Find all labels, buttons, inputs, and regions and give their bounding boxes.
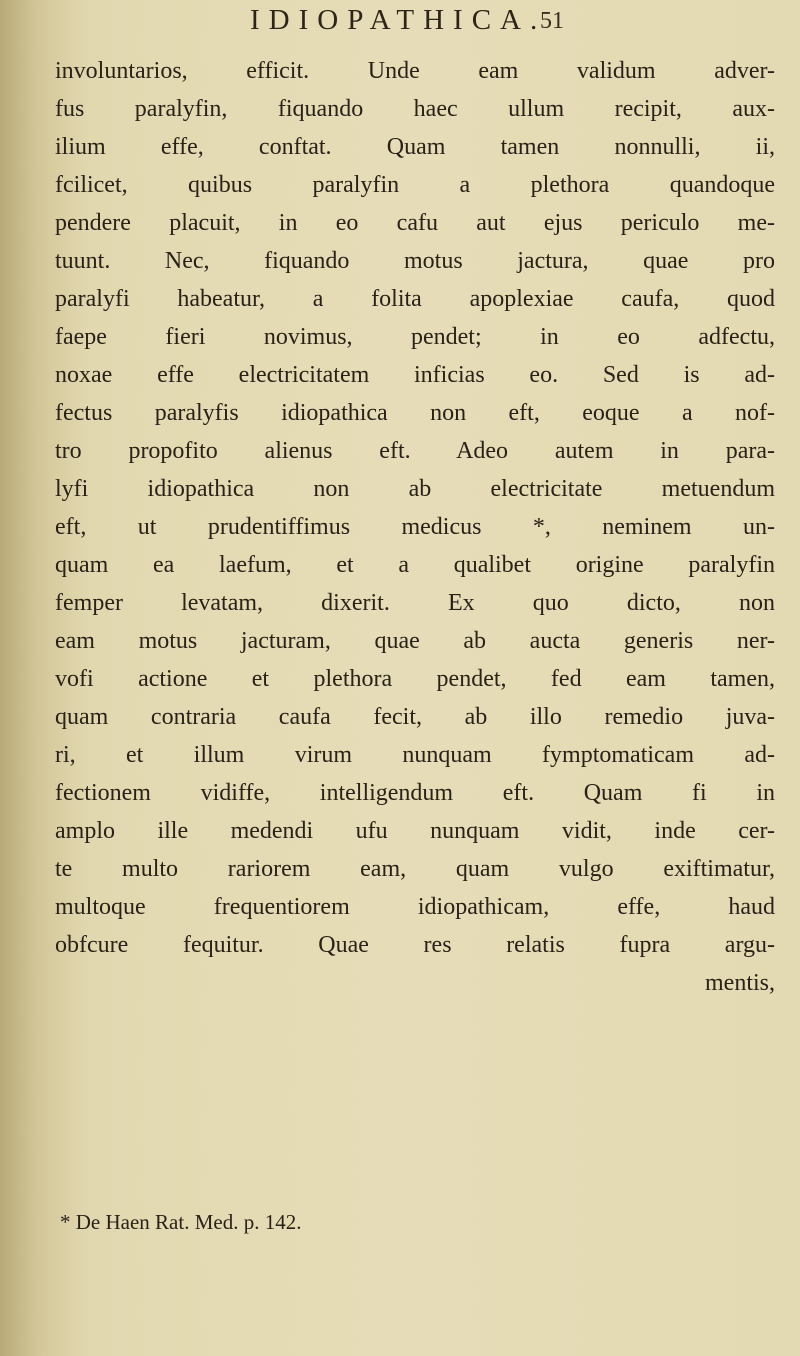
page-number: 51 bbox=[540, 8, 564, 34]
footnote: * De Haen Rat. Med. p. 142. bbox=[60, 1210, 302, 1234]
running-title: IDIOPATHICA. bbox=[250, 4, 547, 36]
text-line: fectus paralyfis idiopathica non eft, eoque a nof- bbox=[55, 400, 775, 426]
page-header bbox=[250, 4, 800, 48]
text-line: te multo rariorem eam, quam vulgo exiftimatur, bbox=[55, 856, 775, 882]
text-line: multoque frequentiorem idiopathicam, effe, haud bbox=[55, 894, 775, 920]
text-line: ri, et illum virum nunquam fymptomaticam ad- bbox=[55, 742, 775, 768]
text-line: vofi actione et plethora pendet, fed eam tamen, bbox=[55, 666, 775, 692]
text-line: pendere placuit, in eo cafu aut ejus periculo me- bbox=[55, 210, 775, 236]
text-line: fus paralyfin, fiquando haec ullum recipit, aux- bbox=[55, 96, 775, 122]
text-line: fcilicet, quibus paralyfin a plethora quandoque bbox=[55, 172, 775, 198]
text-line: noxae effe electricitatem inficias eo. Sed is ad- bbox=[55, 362, 775, 388]
text-line: quam ea laefum, et a qualibet origine paralyfin bbox=[55, 552, 775, 578]
text-line: involuntarios, efficit. Unde eam validum adver- bbox=[55, 58, 775, 84]
text-line: faepe fieri novimus, pendet; in eo adfectu, bbox=[55, 324, 775, 350]
text-line: eam motus jacturam, quae ab aucta generis ner- bbox=[55, 628, 775, 654]
body-text bbox=[55, 52, 775, 1002]
text-line: mentis, bbox=[705, 970, 775, 996]
text-line: lyfi idiopathica non ab electricitate metuendum bbox=[55, 476, 775, 502]
text-line: femper levatam, dixerit. Ex quo dicto, non bbox=[55, 590, 775, 616]
text-line: eft, ut prudentiffimus medicus *, neminem un- bbox=[55, 514, 775, 540]
text-line: ilium effe, conftat. Quam tamen nonnulli, ii, bbox=[55, 134, 775, 160]
text-line: obfcure fequitur. Quae res relatis fupra argu- bbox=[55, 932, 775, 958]
text-line: amplo ille medendi ufu nunquam vidit, inde cer- bbox=[55, 818, 775, 844]
text-line: tuunt. Nec, fiquando motus jactura, quae pro bbox=[55, 248, 775, 274]
text-line: fectionem vidiffe, intelligendum eft. Quam fi in bbox=[55, 780, 775, 806]
text-line: tro propofito alienus eft. Adeo autem in para- bbox=[55, 438, 775, 464]
text-line: paralyfi habeatur, a folita apoplexiae caufa, quod bbox=[55, 286, 775, 312]
text-line: quam contraria caufa fecit, ab illo remedio juva- bbox=[55, 704, 775, 730]
